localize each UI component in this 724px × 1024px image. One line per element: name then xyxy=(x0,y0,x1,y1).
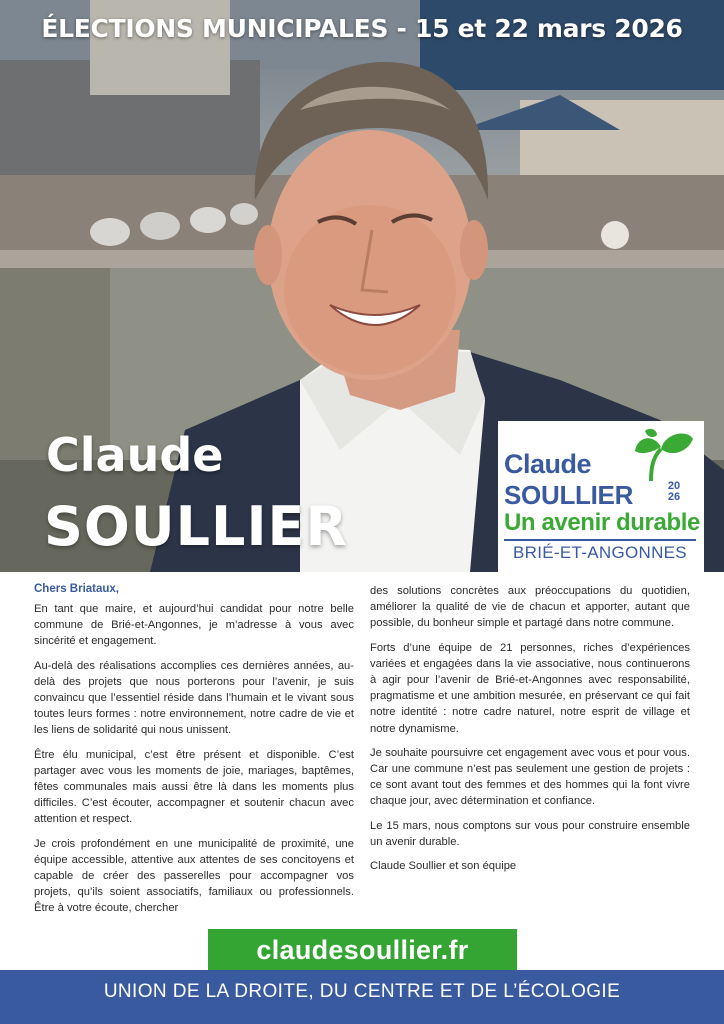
website-link[interactable]: claudesoullier.fr xyxy=(208,929,517,970)
logo-year-top: 20 xyxy=(667,480,681,492)
letter-paragraph: Forts d’une équipe de 21 personnes, riches d’expériences variées et engagées dans la vie associative, nous continuerons à agir pour l’avenir de Brié-et-Angonnes avec responsabilité, pragmatisme et une ambition mesurée, en préservant ce qui fait notre identité : notre cadre naturel, notre esprit de village et notre dynamisme. xyxy=(370,641,690,735)
candidate-last-name: SOULLIER xyxy=(44,495,349,558)
letter-greeting: Chers Briataux, xyxy=(34,583,120,595)
logo-year-bottom: 26 xyxy=(667,491,681,503)
letter-signature: Claude Soullier et son équipe xyxy=(370,860,517,873)
logo-slogan: Un avenir durable xyxy=(504,509,700,536)
letter-paragraph: Je souhaite poursuivre cet engagement avec vous et pour vous. Car une commune n’est pas seulement une gestion de projets : ce sont avant tout des femmes et des hommes qui la font vivre chaque jour, avec détermination et confiance. xyxy=(370,746,690,808)
candidate-first-name: Claude xyxy=(46,428,224,482)
logo-first-name: Claude xyxy=(504,449,592,479)
letter-paragraph: des solutions concrètes aux préoccupations du quotidien, améliorer la qualité de vie de chacun et apporter, autant que possible, du bonheur simple et partagé dans notre commune. xyxy=(370,585,690,630)
letter-column-right xyxy=(370,583,690,882)
letter-paragraph: En tant que maire, et aujourd’hui candidat pour notre belle commune de Brié-et-Angonnes, je m’adresse à vous avec sincérité et engagement. xyxy=(34,603,354,648)
page-headline: ÉLECTIONS MUNICIPALES - 15 et 22 mars 2026 xyxy=(41,14,683,43)
letter-paragraph: Être élu municipal, c’est être présent et disponible. C’est partager avec vous les moments de joie, mariages, baptêmes, fêtes communales mais aussi être là dans les moments plus difficiles. C’est écouter, accompagner et soutenir chacun avec attention et respect. xyxy=(34,748,354,826)
coalition-banner: UNION DE LA DROITE, DU CENTRE ET DE L’ÉCOLOGIE xyxy=(0,970,724,1024)
logo-commune: BRIÉ-ET-ANGONNES xyxy=(513,543,687,562)
logo-divider xyxy=(504,539,696,541)
campaign-logo xyxy=(498,421,704,572)
logo-year xyxy=(664,481,684,503)
letter-paragraph: Au-delà des réalisations accomplies ces dernières années, au-delà des projets que nous porterons pour l’avenir, je suis convaincu que l’essentiel réside dans l’humain et le vivant sous toutes leurs formes : notre environnement, notre cadre de vie et les liens de solidarité qui nous unissent. xyxy=(34,659,354,737)
leaf-icon xyxy=(631,427,697,483)
letter-paragraph: Je crois profondément en une municipalité de proximité, une équipe accessible, attentive aux attentes de ses concitoyens et capable de créer des passerelles pour accompagner vos projets, qu’ils soient associatifs, familiaux ou professionnels. Être à votre écoute, chercher xyxy=(34,837,354,915)
letter-paragraph: Le 15 mars, nous comptons sur vous pour construire ensemble un avenir durable. xyxy=(370,819,690,848)
letter-column-left xyxy=(34,601,354,925)
logo-last-name: SOULLIER xyxy=(504,480,634,510)
